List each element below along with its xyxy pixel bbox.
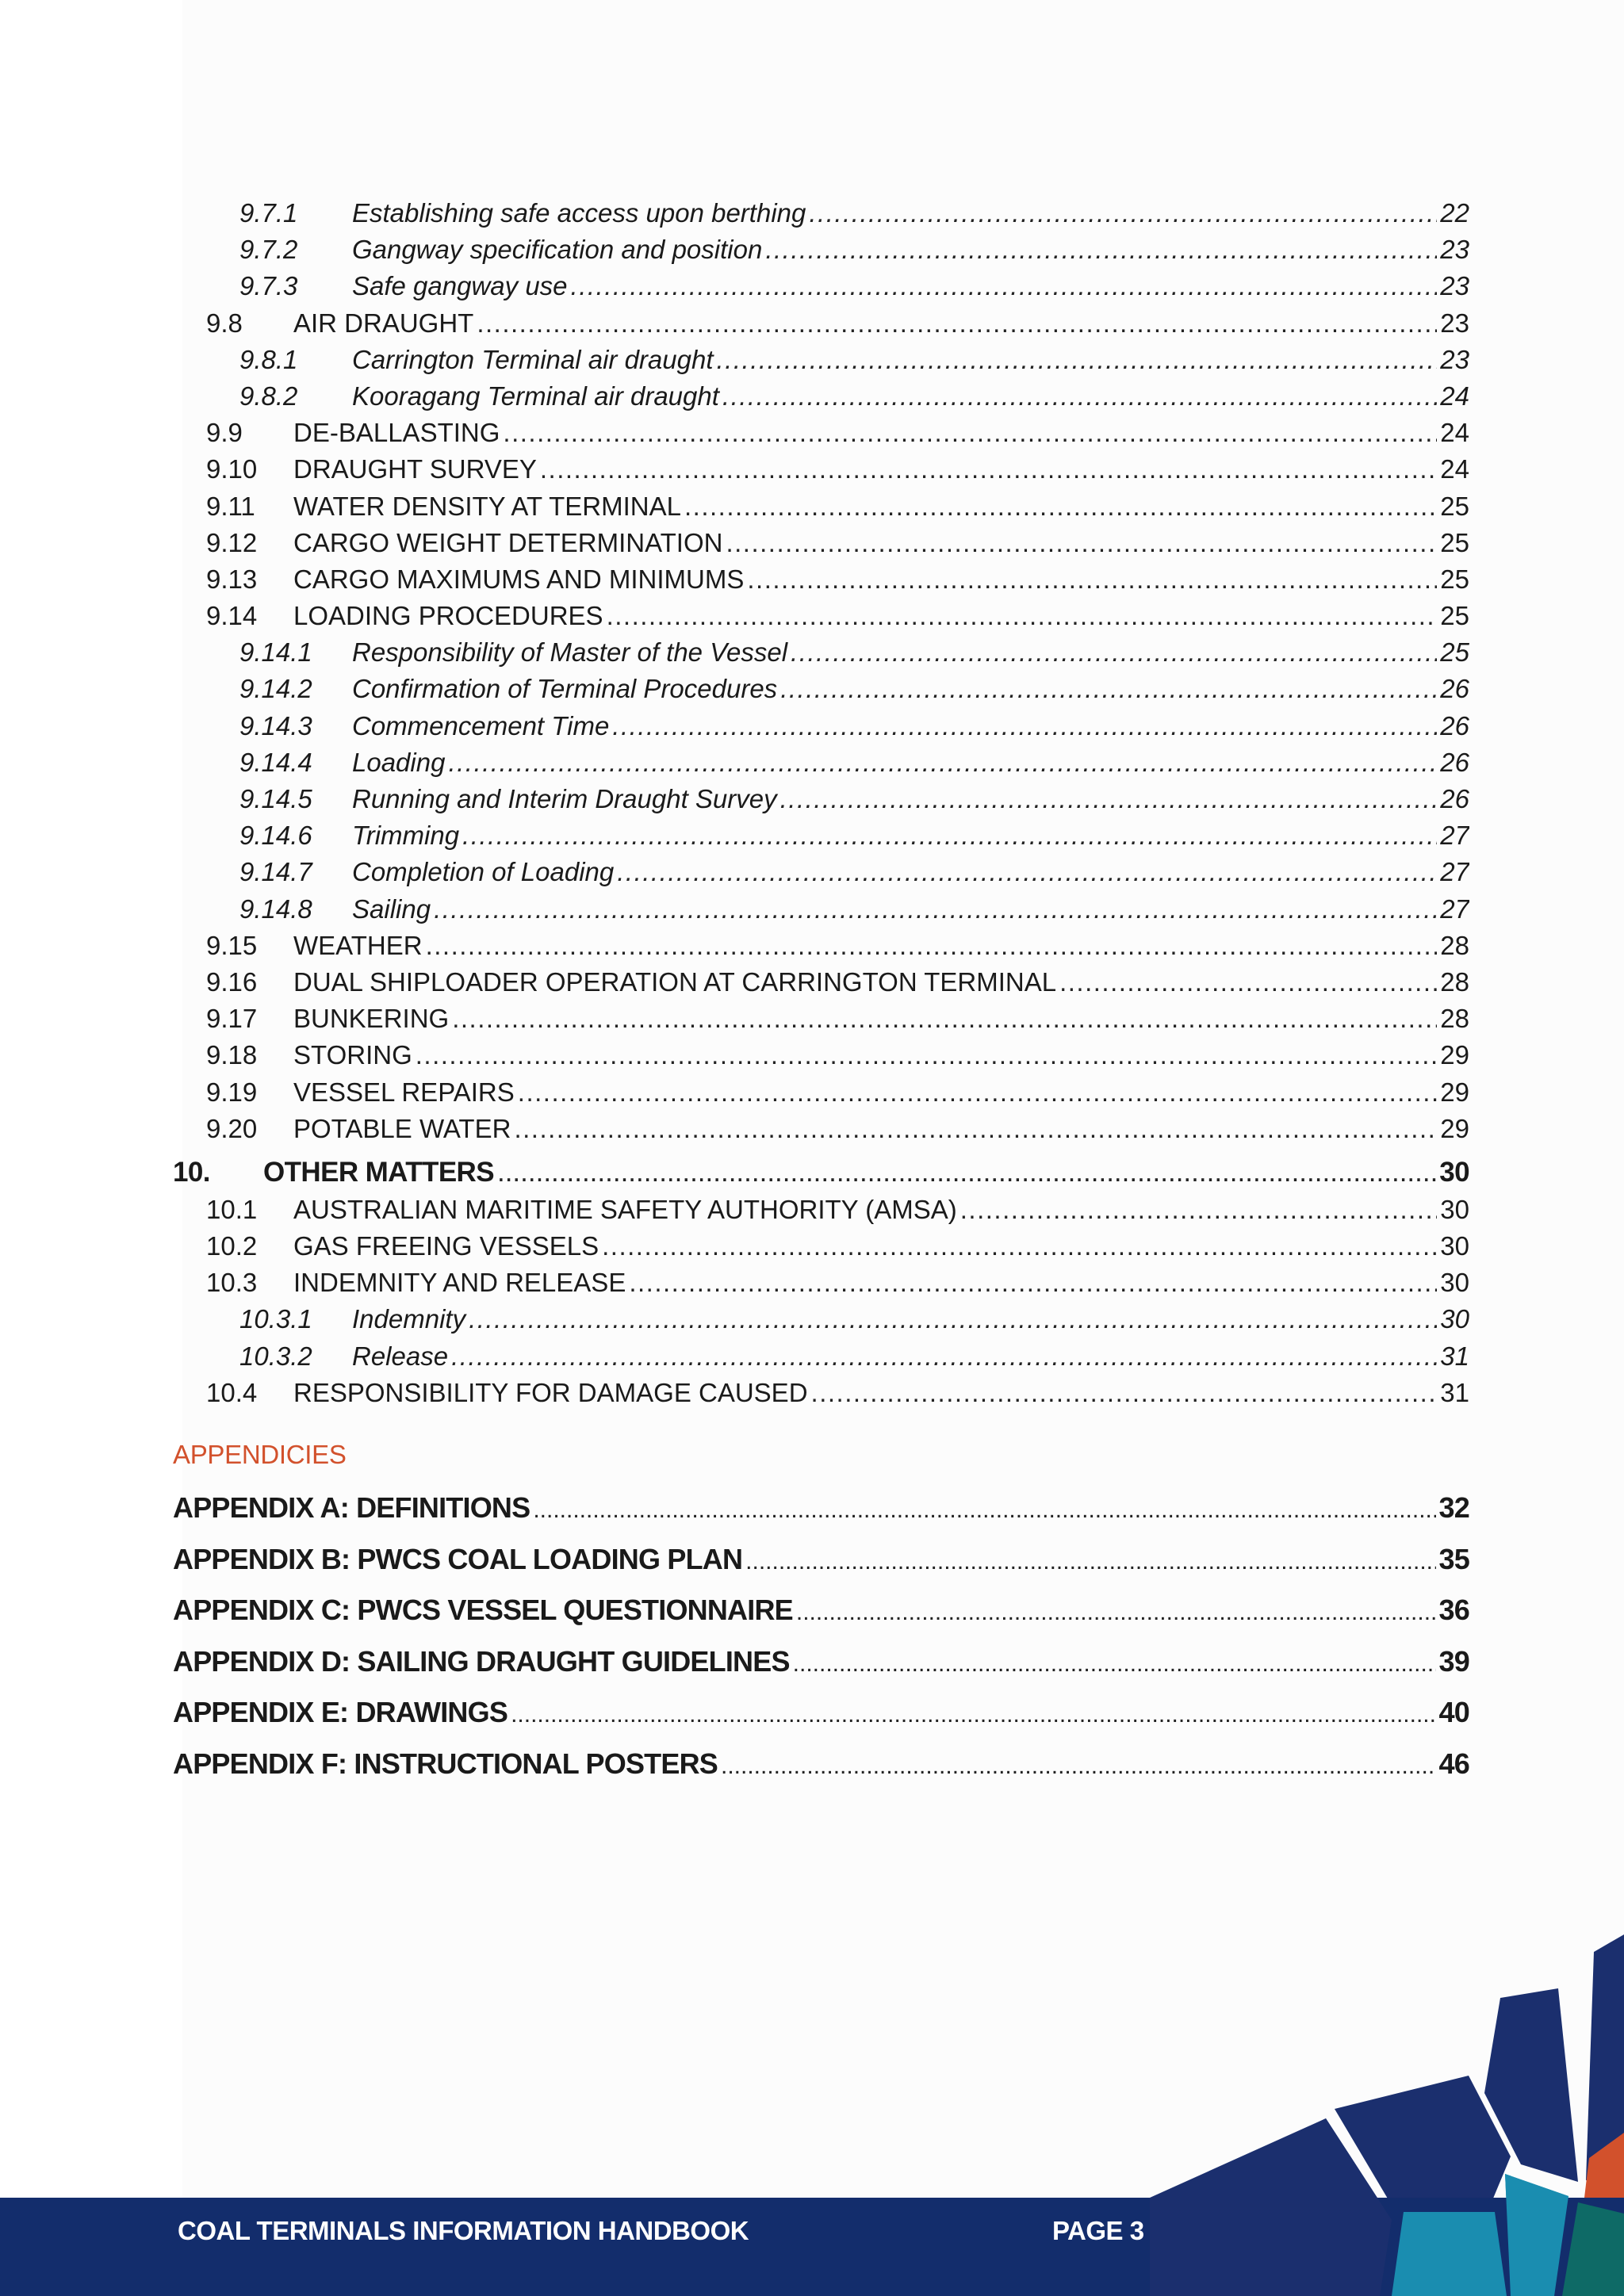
footer-page-number: PAGE 3 — [1052, 2216, 1144, 2245]
toc-entry[interactable] — [173, 451, 1469, 488]
toc-entry[interactable] — [173, 232, 1469, 268]
toc-entry-page: 25 — [1440, 564, 1469, 594]
dot-leader — [960, 1192, 1438, 1228]
appendix-page: 36 — [1438, 1594, 1469, 1627]
toc-entry[interactable] — [173, 378, 1469, 415]
toc-entry-page: 28 — [1440, 930, 1469, 960]
dot-leader — [426, 928, 1438, 964]
dot-leader — [452, 1001, 1437, 1037]
toc-entry[interactable] — [173, 708, 1469, 744]
toc-entry-number: 9.7.1 — [239, 198, 298, 228]
dot-leader — [765, 232, 1437, 268]
dot-leader — [503, 415, 1437, 451]
toc-entry-title: Sailing — [352, 894, 431, 924]
toc-entry[interactable] — [173, 342, 1469, 378]
toc-entry-title: RESPONSIBILITY FOR DAMAGE CAUSED — [293, 1377, 808, 1407]
toc-entry-title: Loading — [352, 747, 446, 777]
appendix-entry[interactable] — [173, 1534, 1469, 1586]
dot-leader — [514, 1111, 1437, 1147]
toc-entry-page: 24 — [1440, 418, 1469, 448]
dot-leader — [684, 488, 1437, 525]
toc-entry-page: 26 — [1440, 784, 1469, 813]
appendix-title: APPENDIX F: INSTRUCTIONAL POSTERS — [173, 1747, 718, 1780]
toc-entry-number: 10.3.1 — [239, 1304, 312, 1334]
toc-entry-page: 25 — [1440, 637, 1469, 668]
toc-chapter-number: 10. — [173, 1156, 210, 1188]
toc-entry-page: 26 — [1440, 674, 1469, 704]
toc-entry-number: 10.1 — [206, 1194, 258, 1224]
toc-entry-title: AUSTRALIAN MARITIME SAFETY AUTHORITY (AMSA) — [293, 1194, 957, 1224]
toc-entry-page: 25 — [1440, 491, 1469, 521]
toc-entry-title: WATER DENSITY AT TERMINAL — [293, 491, 681, 521]
toc-entry-number: 9.9 — [206, 418, 243, 448]
dot-leader — [612, 708, 1437, 744]
toc-entry-page: 25 — [1440, 601, 1469, 631]
dot-leader — [448, 744, 1437, 781]
appendix-entry[interactable] — [173, 1636, 1469, 1688]
toc-entry-number: 10.2 — [206, 1231, 258, 1261]
toc-entry-title: POTABLE WATER — [293, 1113, 511, 1143]
toc-entry-title: Responsibility of Master of the Vessel — [352, 637, 788, 668]
dot-leader — [469, 1301, 1437, 1337]
toc-entry[interactable] — [173, 1228, 1469, 1265]
toc-entry-title: WEATHER — [293, 930, 423, 960]
toc-entry-page: 25 — [1440, 527, 1469, 557]
toc-entry-number: 9.14.4 — [239, 747, 312, 777]
toc-entry-number: 9.7.3 — [239, 271, 298, 301]
toc-entry[interactable] — [173, 854, 1469, 890]
appendix-title: APPENDIX B: PWCS COAL LOADING PLAN — [173, 1542, 743, 1575]
toc-entry-title: Release — [352, 1341, 449, 1371]
appendix-page: 32 — [1438, 1491, 1469, 1524]
toc-entry[interactable] — [173, 1192, 1469, 1228]
toc-entry[interactable] — [173, 1375, 1469, 1411]
dot-leader — [497, 1154, 1436, 1192]
toc-entry-title: Commencement Time — [352, 710, 610, 740]
toc-entry[interactable] — [173, 744, 1469, 781]
dot-leader — [602, 1228, 1437, 1265]
dot-leader — [571, 268, 1438, 304]
dot-leader — [434, 891, 1437, 928]
toc-entry[interactable] — [173, 928, 1469, 964]
toc-entry[interactable] — [173, 634, 1469, 671]
toc-entry-page: 29 — [1440, 1077, 1469, 1107]
toc-entry[interactable] — [173, 1037, 1469, 1073]
dot-leader — [721, 1741, 1436, 1790]
toc-entry-page: 28 — [1440, 966, 1469, 997]
toc-entry[interactable] — [173, 1001, 1469, 1037]
appendix-page: 35 — [1438, 1542, 1469, 1575]
toc-entry[interactable] — [173, 415, 1469, 451]
dot-leader — [477, 305, 1437, 342]
toc-entry-number: 9.10 — [206, 454, 258, 484]
dot-leader — [726, 525, 1437, 561]
toc-entry-number: 9.13 — [206, 564, 258, 594]
toc-entry-number: 9.19 — [206, 1077, 258, 1107]
dot-leader — [1059, 964, 1437, 1001]
toc-entry[interactable] — [173, 1301, 1469, 1337]
toc-entry[interactable] — [173, 195, 1469, 232]
toc-entry-title: DRAUGHT SURVEY — [293, 454, 537, 484]
toc-entry-number: 9.18 — [206, 1040, 258, 1070]
toc-entry-number: 9.12 — [206, 527, 258, 557]
toc-entry-title: CARGO MAXIMUMS AND MINIMUMS — [293, 564, 745, 594]
appendices-heading: APPENDICIES — [173, 1440, 347, 1469]
appendix-page: 40 — [1438, 1696, 1469, 1729]
toc-entry-title: LOADING PROCEDURES — [293, 601, 603, 631]
toc-entry-number: 9.14.1 — [239, 637, 312, 668]
toc-entry-title: DUAL SHIPLOADER OPERATION AT CARRINGTON TERMINAL — [293, 966, 1057, 997]
toc-entry-title: Establishing safe access upon berthing — [352, 198, 806, 228]
toc-entry-page: 23 — [1440, 235, 1469, 265]
toc-entry-title: Trimming — [352, 821, 460, 851]
footer-document-title: COAL TERMINALS INFORMATION HANDBOOK — [178, 2216, 749, 2245]
toc-entry-title: DE-BALLASTING — [293, 418, 500, 448]
toc-entry-page: 27 — [1440, 857, 1469, 887]
toc-entry-page: 23 — [1440, 344, 1469, 374]
toc-entry-title: VESSEL REPAIRS — [293, 1077, 515, 1107]
toc-entry-number: 9.14 — [206, 601, 258, 631]
toc-entry-number: 9.14.2 — [239, 674, 312, 704]
dot-leader — [533, 1485, 1435, 1534]
toc-entry-page: 30 — [1440, 1194, 1469, 1224]
dot-leader — [607, 598, 1438, 634]
dot-leader — [462, 817, 1437, 854]
toc-entry-title: INDEMNITY AND RELEASE — [293, 1268, 626, 1298]
toc-entry-title: CARGO WEIGHT DETERMINATION — [293, 527, 723, 557]
toc-entry-number: 9.17 — [206, 1004, 258, 1034]
toc-entry-page: 26 — [1440, 710, 1469, 740]
toc-entry-title: Running and Interim Draught Survey — [352, 784, 777, 813]
toc-entry-number: 9.7.2 — [239, 235, 298, 265]
toc-entry-page: 24 — [1440, 381, 1469, 411]
toc-entry-page: 26 — [1440, 747, 1469, 777]
toc-entry-title: Completion of Loading — [352, 857, 615, 887]
dot-leader — [451, 1338, 1437, 1375]
toc-entry-title: Kooragang Terminal air draught — [352, 381, 719, 411]
dot-leader — [416, 1037, 1438, 1073]
toc-entry-title: GAS FREEING VESSELS — [293, 1231, 599, 1261]
toc-entry-number: 9.14.3 — [239, 710, 312, 740]
toc-entry-number: 9.20 — [206, 1113, 258, 1143]
dot-leader — [722, 378, 1437, 415]
toc-entry[interactable] — [173, 268, 1469, 304]
toc-entry-number: 9.14.7 — [239, 857, 312, 887]
toc-entry-page: 30 — [1440, 1304, 1469, 1334]
toc-chapter-title: OTHER MATTERS — [263, 1156, 494, 1188]
table-of-contents — [173, 195, 1469, 1790]
appendix-page: 39 — [1438, 1644, 1469, 1678]
dot-leader — [793, 1639, 1436, 1688]
toc-entry-number: 9.8 — [206, 308, 243, 338]
toc-entry-page: 31 — [1440, 1341, 1469, 1371]
dot-leader — [629, 1265, 1437, 1301]
toc-entry-title: Indemnity — [352, 1304, 466, 1334]
toc-entry-title: Gangway specification and position — [352, 235, 763, 265]
dot-leader — [780, 781, 1438, 817]
appendix-title: APPENDIX A: DEFINITIONS — [173, 1491, 530, 1524]
appendix-entry[interactable] — [173, 1483, 1469, 1534]
toc-entry[interactable] — [173, 964, 1469, 1001]
toc-entry[interactable] — [173, 1265, 1469, 1301]
toc-entry-title: Carrington Terminal air draught — [352, 344, 714, 374]
toc-entry-number: 9.11 — [206, 491, 255, 521]
toc-entry-page: 29 — [1440, 1113, 1469, 1143]
toc-entry-number: 10.3 — [206, 1268, 258, 1298]
toc-entry[interactable] — [173, 1074, 1469, 1111]
toc-entry-page: 30 — [1440, 1231, 1469, 1261]
toc-entry-page: 29 — [1440, 1040, 1469, 1070]
appendix-entry[interactable] — [173, 1687, 1469, 1739]
dot-leader — [747, 561, 1437, 598]
toc-entry[interactable] — [173, 781, 1469, 817]
toc-entry-page: 27 — [1440, 894, 1469, 924]
toc-entry-number: 9.16 — [206, 966, 258, 997]
toc-entry[interactable] — [173, 598, 1469, 634]
toc-entry[interactable] — [173, 1111, 1469, 1147]
dot-leader — [809, 195, 1437, 232]
toc-entry-title: Confirmation of Terminal Procedures — [352, 674, 778, 704]
toc-entry[interactable] — [173, 488, 1469, 525]
toc-entry-number: 9.8.2 — [239, 381, 298, 411]
toc-entry-number: 9.14.8 — [239, 894, 312, 924]
dot-leader — [518, 1074, 1438, 1111]
dot-leader — [796, 1587, 1436, 1636]
toc-entry-number: 9.8.1 — [239, 344, 298, 374]
toc-entry-title: Safe gangway use — [352, 271, 568, 301]
toc-chapter-page: 30 — [1439, 1156, 1469, 1188]
toc-entry-page: 31 — [1440, 1377, 1469, 1407]
appendix-title: APPENDIX E: DRAWINGS — [173, 1696, 508, 1729]
toc-entry-number: 10.4 — [206, 1377, 258, 1407]
toc-entry[interactable] — [173, 561, 1469, 598]
dot-leader — [617, 854, 1437, 890]
toc-entry-title: STORING — [293, 1040, 412, 1070]
toc-entry[interactable] — [173, 525, 1469, 561]
toc-entry-number: 9.14.5 — [239, 784, 312, 813]
dot-leader — [791, 634, 1437, 671]
toc-entry-page: 23 — [1440, 308, 1469, 338]
toc-entry-title: AIR DRAUGHT — [293, 308, 474, 338]
appendix-page: 46 — [1438, 1747, 1469, 1780]
dot-leader — [540, 451, 1437, 488]
toc-entry[interactable] — [173, 817, 1469, 854]
toc-entry-page: 27 — [1440, 821, 1469, 851]
toc-entry-number: 9.15 — [206, 930, 258, 960]
toc-entry-page: 23 — [1440, 271, 1469, 301]
toc-entry-title: BUNKERING — [293, 1004, 450, 1034]
toc-entry[interactable] — [173, 891, 1469, 928]
dot-leader — [511, 1689, 1435, 1739]
dot-leader — [717, 342, 1438, 378]
toc-entry-number: 9.14.6 — [239, 821, 312, 851]
dot-leader — [811, 1375, 1438, 1411]
toc-entry-number: 10.3.2 — [239, 1341, 312, 1371]
appendix-entry[interactable] — [173, 1585, 1469, 1636]
toc-entry[interactable] — [173, 305, 1469, 342]
toc-entry-page: 24 — [1440, 454, 1469, 484]
dot-leader — [780, 671, 1437, 707]
toc-entry-page: 28 — [1440, 1004, 1469, 1034]
toc-entry[interactable] — [173, 1338, 1469, 1375]
toc-entry[interactable] — [173, 671, 1469, 707]
appendix-title: APPENDIX C: PWCS VESSEL QUESTIONNAIRE — [173, 1594, 793, 1627]
appendix-entry[interactable] — [173, 1739, 1469, 1790]
appendix-title: APPENDIX D: SAILING DRAUGHT GUIDELINES — [173, 1644, 790, 1678]
dot-leader — [745, 1536, 1435, 1586]
toc-entry-page: 22 — [1440, 198, 1469, 228]
toc-entry-page: 30 — [1440, 1268, 1469, 1298]
toc-chapter-entry[interactable] — [173, 1154, 1469, 1192]
